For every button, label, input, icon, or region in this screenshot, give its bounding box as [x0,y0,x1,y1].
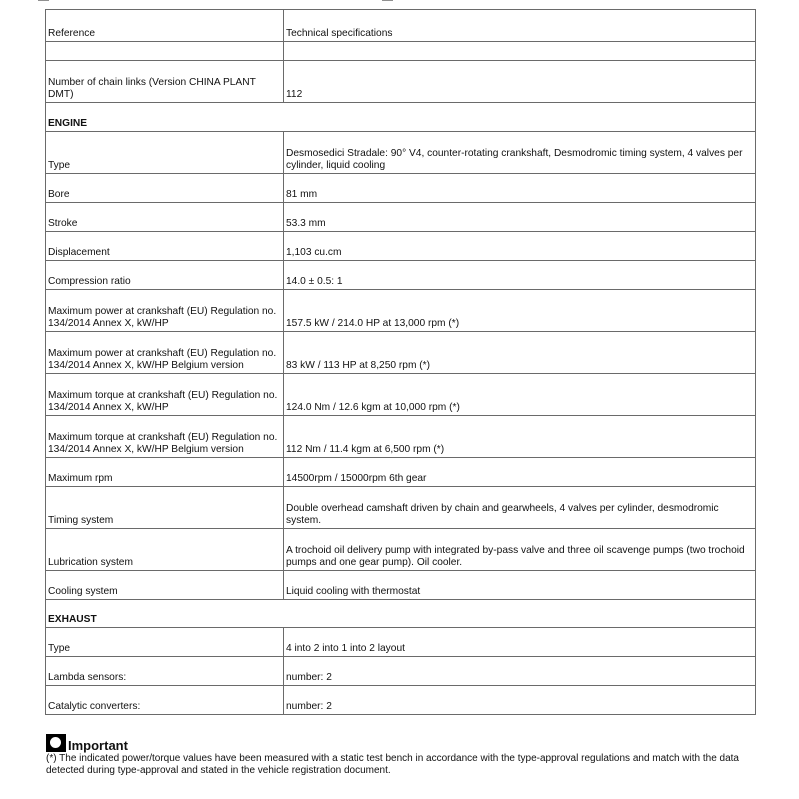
row-value: 14.0 ± 0.5: 1 [284,261,756,290]
row-value: 1,103 cu.cm [284,232,756,261]
important-icon [46,734,66,752]
row-reference: Catalytic converters: [46,686,284,715]
row-reference: Timing system [46,487,284,529]
section-row-exhaust [46,600,756,628]
row-reference: Stroke [46,203,284,232]
section-title: ENGINE [46,103,756,132]
header-right-fragment: — [382,0,393,6]
cropped-header [0,0,799,4]
row-reference: Cooling system [46,571,284,600]
table-row [46,261,756,290]
row-reference: Type [46,132,284,174]
row-reference: Bore [46,174,284,203]
table-row [46,657,756,686]
row-value: 4 into 2 into 1 into 2 layout [284,628,756,657]
row-value: 157.5 kW / 214.0 HP at 13,000 rpm (*) [284,290,756,332]
row-value: 112 Nm / 11.4 kgm at 6,500 rpm (*) [284,416,756,458]
important-text: (*) The indicated power/torque values have been measured with a static test bench in accordance with the type-approval regulations and match with the data detected during type-approval and stated in the vehicle registration document. [46,753,739,776]
row-reference: Displacement [46,232,284,261]
row-value: Desmosedici Stradale: 90° V4, counter-rotating crankshaft, Desmodromic timing system, 4 valves per cylinder, liquid cooling [284,132,756,174]
row-value: Liquid cooling with thermostat [284,571,756,600]
blank-cell [284,42,756,61]
row-reference: Maximum rpm [46,458,284,487]
row-value: number: 2 [284,657,756,686]
row-reference: Lubrication system [46,529,284,571]
specification-header: Technical specifications [284,10,756,42]
row-value: number: 2 [284,686,756,715]
table-row [46,232,756,261]
row-reference: Maximum power at crankshaft (EU) Regulation no. 134/2014 Annex X, kW/HP Belgium version [46,332,284,374]
row-reference: Maximum torque at crankshaft (EU) Regulation no. 134/2014 Annex X, kW/HP [46,374,284,416]
row-value: 83 kW / 113 HP at 8,250 rpm (*) [284,332,756,374]
table-row [46,487,756,529]
table-row-blank [46,42,756,61]
row-reference: Maximum torque at crankshaft (EU) Regulation no. 134/2014 Annex X, kW/HP Belgium version [46,416,284,458]
blank-cell [46,42,284,61]
important-note [46,734,766,777]
row-value: 53.3 mm [284,203,756,232]
table-row [46,332,756,374]
row-value: 81 mm [284,174,756,203]
row-reference: Lambda sensors: [46,657,284,686]
table-row-header [46,10,756,42]
row-reference: Maximum power at crankshaft (EU) Regulation no. 134/2014 Annex X, kW/HP [46,290,284,332]
table-row [46,290,756,332]
important-heading [46,734,766,752]
row-value: 124.0 Nm / 12.6 kgm at 10,000 rpm (*) [284,374,756,416]
section-row-engine [46,103,756,132]
table-row [46,686,756,715]
table-row [46,174,756,203]
table-row [46,529,756,571]
row-reference: Type [46,628,284,657]
important-title: Important [68,738,128,753]
table-row [46,628,756,657]
row-value: Double overhead camshaft driven by chain and gearwheels, 4 valves per cylinder, desmodromic system. [284,487,756,529]
table-row [46,203,756,232]
table-row [46,416,756,458]
table-row [46,458,756,487]
row-value: 14500rpm / 15000rpm 6th gear [284,458,756,487]
table-row [46,61,756,103]
table-row [46,374,756,416]
header-left-fragment: — [38,0,49,6]
reference-header: Reference [46,10,284,42]
row-reference: Compression ratio [46,261,284,290]
row-value: A trochoid oil delivery pump with integrated by-pass valve and three oil scavenge pumps (two trochoid pumps and one gear pump). Oil cooler. [284,529,756,571]
section-title: EXHAUST [46,600,756,628]
table-row [46,132,756,174]
row-value: 112 [284,61,756,103]
row-reference: Number of chain links (Version CHINA PLANT DMT) [46,61,284,103]
technical-specifications-table [45,9,756,715]
table-row [46,571,756,600]
